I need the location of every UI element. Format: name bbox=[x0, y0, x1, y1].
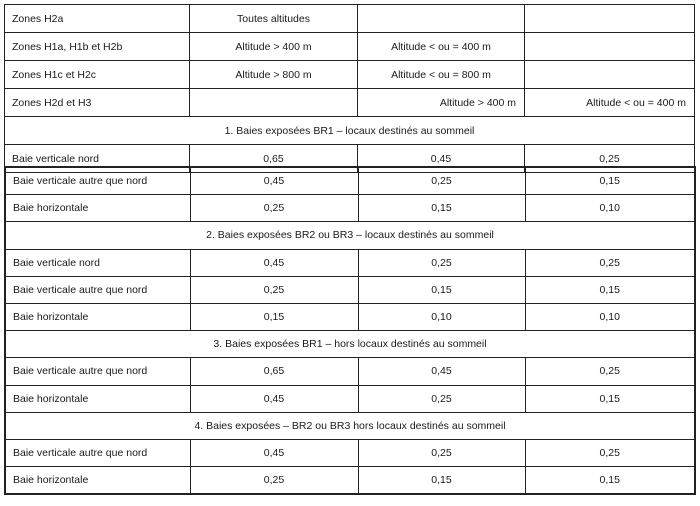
zone-label: Zones H1c et H2c bbox=[5, 61, 190, 89]
value-cell: 0,15 bbox=[190, 303, 358, 330]
section-title: 2. Baies exposées BR2 ou BR3 – locaux destinés au sommeil bbox=[5, 222, 695, 249]
zone-altitude-3 bbox=[525, 33, 695, 61]
value-cell: 0,45 bbox=[190, 249, 358, 276]
row-label: Baie horizontale bbox=[5, 385, 190, 412]
zone-row bbox=[5, 61, 695, 89]
table-row bbox=[5, 358, 695, 385]
zone-altitude-2: Altitude < ou = 400 m bbox=[358, 33, 525, 61]
value-cell: 0,25 bbox=[358, 249, 525, 276]
row-label: Baie verticale autre que nord bbox=[5, 358, 190, 385]
zone-altitude-1: Altitude > 400 m bbox=[190, 33, 358, 61]
value-cell: 0,65 bbox=[190, 145, 358, 173]
zone-altitude-2: Altitude < ou = 800 m bbox=[358, 61, 525, 89]
value-cell: 0,45 bbox=[190, 439, 358, 466]
value-cell: 0,25 bbox=[190, 467, 358, 495]
row-label: Baie horizontale bbox=[5, 303, 190, 330]
value-cell: 0,10 bbox=[525, 303, 695, 330]
zone-row bbox=[5, 33, 695, 61]
value-cell: 0,45 bbox=[190, 385, 358, 412]
value-cell: 0,25 bbox=[358, 385, 525, 412]
zone-altitude-3 bbox=[525, 61, 695, 89]
value-cell: 0,10 bbox=[525, 195, 695, 222]
value-cell: 0,25 bbox=[190, 276, 358, 303]
value-cell: 0,25 bbox=[525, 439, 695, 466]
value-cell: 0,25 bbox=[525, 249, 695, 276]
row-label: Baie horizontale bbox=[5, 195, 190, 222]
value-cell: 0,15 bbox=[525, 276, 695, 303]
value-cell: 0,45 bbox=[358, 358, 525, 385]
zone-row bbox=[5, 89, 695, 117]
row-label: Baie horizontale bbox=[5, 467, 190, 495]
table-row bbox=[5, 167, 695, 195]
value-cell: 0,45 bbox=[358, 145, 525, 173]
row-label: Baie verticale autre que nord bbox=[5, 439, 190, 466]
section-title-row bbox=[5, 412, 695, 439]
value-cell: 0,25 bbox=[190, 195, 358, 222]
value-cell: 0,15 bbox=[525, 385, 695, 412]
value-cell: 0,25 bbox=[525, 358, 695, 385]
zones-table-top bbox=[4, 4, 695, 173]
table-row bbox=[5, 195, 695, 222]
zone-altitude-1 bbox=[190, 89, 358, 117]
zone-label: Zones H2d et H3 bbox=[5, 89, 190, 117]
row-label: Baie verticale autre que nord bbox=[5, 167, 190, 195]
section-title-row bbox=[5, 222, 695, 249]
value-cell: 0,15 bbox=[525, 167, 695, 195]
value-cell: 0,25 bbox=[358, 167, 525, 195]
value-cell: 0,25 bbox=[358, 439, 525, 466]
value-cell: 0,15 bbox=[358, 276, 525, 303]
row-label: Baie verticale nord bbox=[5, 145, 190, 173]
table-row bbox=[5, 467, 695, 495]
value-cell: 0,15 bbox=[525, 467, 695, 495]
zone-row bbox=[5, 5, 695, 33]
zone-label: Zones H1a, H1b et H2b bbox=[5, 33, 190, 61]
zone-altitude-3: Altitude < ou = 400 m bbox=[525, 89, 695, 117]
table-row bbox=[5, 303, 695, 330]
table-row bbox=[5, 385, 695, 412]
value-cell: 0,65 bbox=[190, 358, 358, 385]
table-row bbox=[5, 249, 695, 276]
value-cell: 0,15 bbox=[358, 195, 525, 222]
section-title: 3. Baies exposées BR1 – hors locaux destinés au sommeil bbox=[5, 331, 695, 358]
value-cell: 0,15 bbox=[358, 467, 525, 495]
section-title: 4. Baies exposées – BR2 ou BR3 hors locaux destinés au sommeil bbox=[5, 412, 695, 439]
value-cell: 0,45 bbox=[190, 167, 358, 195]
value-cell: 0,10 bbox=[358, 303, 525, 330]
zone-altitude-1: Altitude > 800 m bbox=[190, 61, 358, 89]
zones-table-bottom bbox=[4, 166, 696, 495]
row-label: Baie verticale nord bbox=[5, 249, 190, 276]
zone-altitude-2 bbox=[358, 5, 525, 33]
section-title-row bbox=[5, 117, 695, 145]
value-cell: 0,25 bbox=[525, 145, 695, 173]
zone-label: Zones H2a bbox=[5, 5, 190, 33]
row-label: Baie verticale autre que nord bbox=[5, 276, 190, 303]
zone-altitude-2: Altitude > 400 m bbox=[358, 89, 525, 117]
section-title: 1. Baies exposées BR1 – locaux destinés au sommeil bbox=[5, 117, 695, 145]
zone-altitude-1: Toutes altitudes bbox=[190, 5, 358, 33]
section-title-row bbox=[5, 331, 695, 358]
table-row bbox=[5, 439, 695, 466]
table-row bbox=[5, 276, 695, 303]
zone-altitude-3 bbox=[525, 5, 695, 33]
